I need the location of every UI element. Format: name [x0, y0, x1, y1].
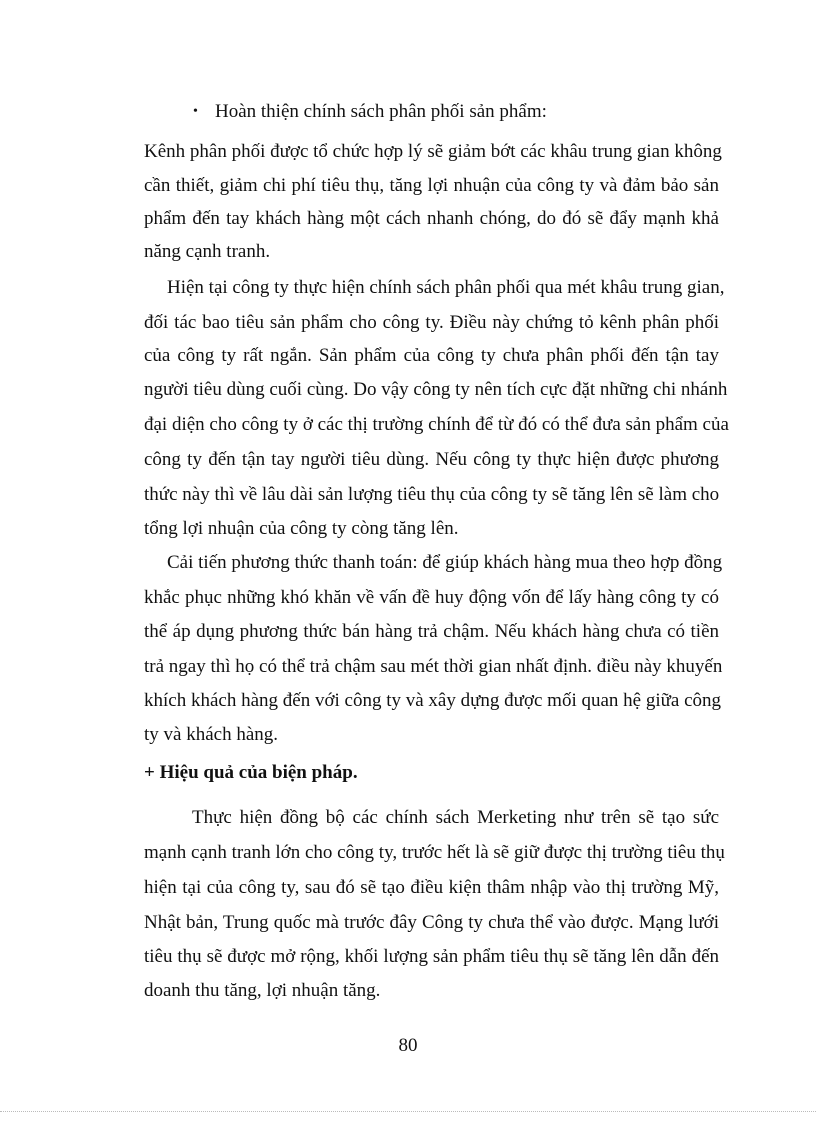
- paragraph-line: phẩm đến tay khách hàng một cách nhanh chóng, do đó sẽ đẩy mạnh khả: [144, 208, 719, 229]
- bottom-divider: [0, 1111, 816, 1112]
- paragraph-line: thể áp dụng phương thức bán hàng trả chậm. Nếu khách hàng chưa có tiền: [144, 621, 719, 642]
- paragraph-line: tổng lợi nhuận của công ty còng tăng lên.: [144, 518, 459, 539]
- paragraph-line: đại diện cho công ty ở các thị trường chính để từ đó có thể đưa sản phẩm của: [144, 414, 729, 435]
- paragraph-line: doanh thu tăng, lợi nhuận tăng.: [144, 980, 381, 1001]
- paragraph-line: Nhật bản, Trung quốc mà trước đây Công ty chưa thể vào được. Mạng lưới: [144, 912, 719, 933]
- paragraph-line: trả ngay thì họ có thể trả chậm sau mét thời gian nhất định. điều này khuyến: [144, 656, 723, 677]
- paragraph-line: khắc phục những khó khăn về vấn đề huy động vốn để lấy hàng công ty có: [144, 587, 719, 608]
- paragraph-line: của công ty rất ngắn. Sản phẩm của công ty chưa phân phối đến tận tay: [144, 345, 719, 366]
- paragraph-line: khích khách hàng đến với công ty và xây dựng được mối quan hệ giữa công: [144, 690, 722, 711]
- bullet-heading: Hoàn thiện chính sách phân phối sản phẩm:: [215, 101, 547, 122]
- paragraph-line: ty và khách hàng.: [144, 724, 279, 745]
- page-number: 80: [398, 1035, 418, 1056]
- paragraph-line: mạnh cạnh tranh lớn cho công ty, trước hết là sẽ giữ được thị trường tiêu thụ: [144, 842, 725, 863]
- section-heading: + Hiệu quả của biện pháp.: [144, 762, 358, 783]
- paragraph-line: đối tác bao tiêu sản phẩm cho công ty. Điều này chứng tỏ kênh phân phối: [144, 312, 719, 333]
- paragraph-line: tiêu thụ sẽ được mở rộng, khối lượng sản phẩm tiêu thụ sẽ tăng lên dẫn đến: [144, 946, 719, 967]
- bullet-icon: •: [193, 104, 198, 119]
- paragraph-line: cần thiết, giảm chi phí tiêu thụ, tăng lợi nhuận của công ty và đảm bảo sản: [144, 175, 719, 196]
- paragraph-line: công ty đến tận tay người tiêu dùng. Nếu công ty thực hiện được phương: [144, 449, 719, 470]
- paragraph-line: năng cạnh tranh.: [144, 241, 271, 262]
- paragraph-line: Cải tiến phương thức thanh toán: để giúp khách hàng mua theo hợp đồng: [167, 552, 723, 573]
- paragraph-line: Hiện tại công ty thực hiện chính sách phân phối qua mét khâu trung gian,: [167, 277, 725, 298]
- paragraph-line: Thực hiện đồng bộ các chính sách Merketing như trên sẽ tạo sức: [192, 807, 719, 828]
- paragraph-line: Kênh phân phối được tổ chức hợp lý sẽ giảm bớt các khâu trung gian không: [144, 141, 722, 162]
- paragraph-line: người tiêu dùng cuối cùng. Do vậy công ty nên tích cực đặt những chi nhánh: [144, 379, 728, 400]
- paragraph-line: thức này thì về lâu dài sản lượng tiêu thụ của công ty sẽ tăng lên sẽ làm cho: [144, 484, 720, 505]
- paragraph-line: hiện tại của công ty, sau đó sẽ tạo điều kiện thâm nhập vào thị trường Mỹ,: [144, 877, 719, 898]
